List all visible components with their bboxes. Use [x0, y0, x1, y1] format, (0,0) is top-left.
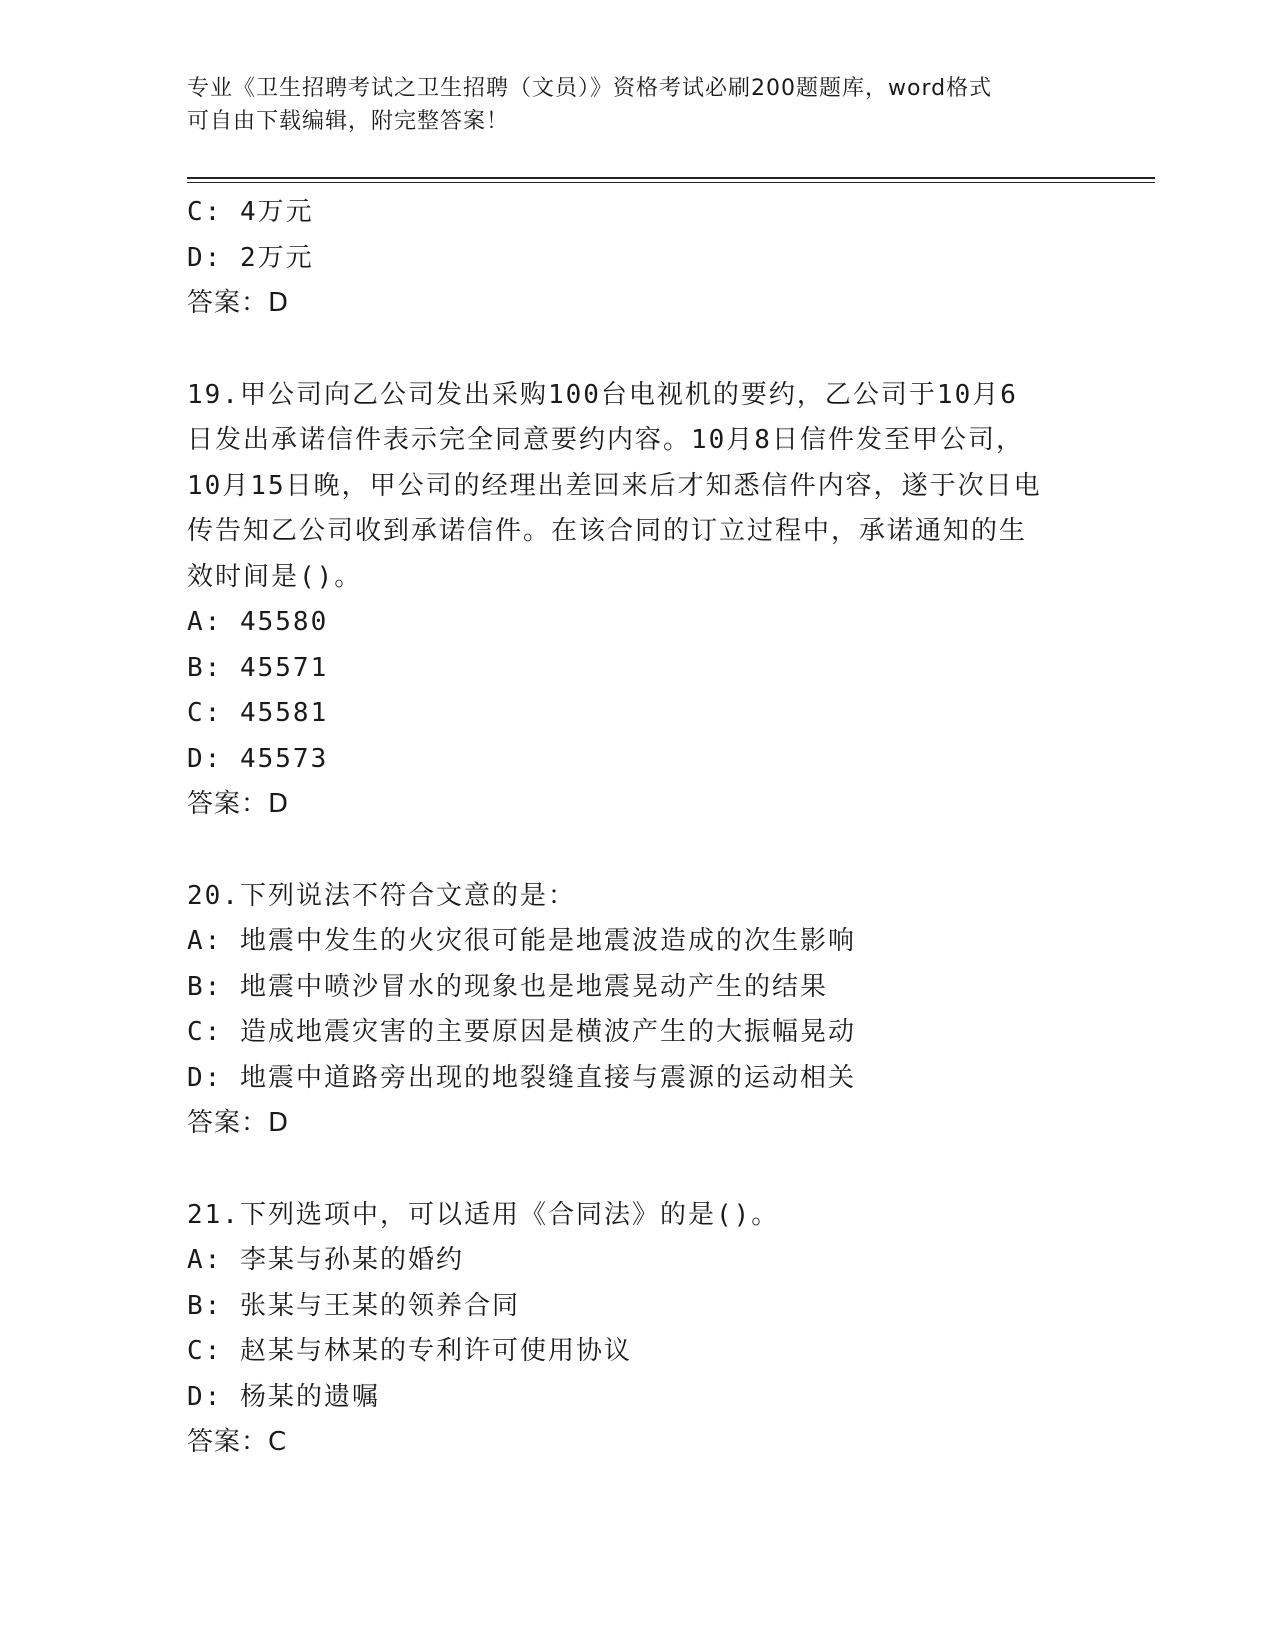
question-text-line: 效时间是()。	[187, 561, 363, 592]
option-d: D: 地震中道路旁出现的地裂缝直接与震源的运动相关	[187, 1062, 856, 1093]
header-title-line-1: 专业《卫生招聘考试之卫生招聘（文员）》资格考试必刷200题题库，word格式	[187, 76, 993, 101]
question-gap	[187, 828, 1107, 874]
option-b: B: 张某与王某的领养合同	[187, 1290, 520, 1321]
option-d: D: 杨某的遗嘱	[187, 1381, 380, 1412]
option-c: C: 4万元	[187, 197, 314, 227]
option-c: C: 造成地震灾害的主要原因是横波产生的大振幅晃动	[187, 1017, 856, 1047]
answer-line: 答案：C	[187, 1427, 288, 1457]
question-text-line: 20.下列说法不符合文意的是：	[187, 880, 576, 911]
option-c: C: 45581	[187, 698, 329, 728]
question-text-line: 日发出承诺信件表示完全同意要约内容。10月8日信件发至甲公司，	[187, 425, 1024, 455]
question-text-line: 10月15日晚，甲公司的经理出差回来后才知悉信件内容，遂于次日电	[187, 470, 1042, 501]
header-title-line-2: 可自由下载编辑，附完整答案！	[187, 109, 510, 134]
question-19	[187, 373, 1107, 828]
question-list	[187, 190, 1107, 1466]
answer-line: 答案：D	[187, 789, 290, 819]
question-gap	[187, 327, 1107, 373]
option-a: A: 地震中发生的火灾很可能是地震波造成的次生影响	[187, 926, 856, 956]
question-text-line: 传告知乙公司收到承诺信件。在该合同的订立过程中，承诺通知的生	[187, 516, 1028, 546]
answer-line: 答案：D	[187, 288, 290, 318]
option-a: A: 45580	[187, 607, 329, 637]
document-header	[187, 72, 1087, 138]
question-20	[187, 874, 1107, 1147]
question-text-line: 19.甲公司向乙公司发出采购100台电视机的要约，乙公司于10月6	[187, 379, 1018, 410]
option-d: D: 2万元	[187, 242, 314, 273]
header-divider-thin	[187, 182, 1155, 183]
answer-line: 答案：D	[187, 1108, 290, 1138]
question-21	[187, 1193, 1107, 1466]
option-d: D: 45573	[187, 743, 329, 774]
option-c: C: 赵某与林某的专利许可使用协议	[187, 1336, 632, 1366]
question-text-line: 21.下列选项中，可以适用《合同法》的是()。	[187, 1199, 780, 1230]
question-18-tail	[187, 190, 1107, 327]
option-b: B: 地震中喷沙冒水的现象也是地震晃动产生的结果	[187, 971, 828, 1002]
header-divider-thick	[187, 177, 1155, 179]
question-gap	[187, 1147, 1107, 1193]
option-b: B: 45571	[187, 652, 329, 683]
option-a: A: 李某与孙某的婚约	[187, 1245, 464, 1275]
